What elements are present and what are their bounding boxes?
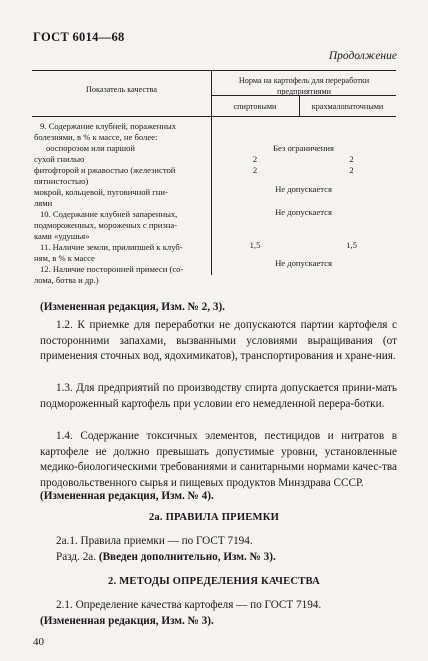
table-row-text: мокрой, кольцевой, пуговичной гни- [34, 187, 168, 197]
table-cell-spirit: 2 [252, 154, 258, 164]
paragraph-1-4-text: 1.4. Содержание токсичных элементов, пестицидов и нитратов в картофеле не должно превышать допустимые уровни, установленные медико-биологическими требованиями и санитарными нормами качес-тва продовольственного сырья и пищевых продуктов Минздрава СССР. [40, 430, 397, 489]
table-row-text: пятнистостью) [34, 176, 89, 186]
table-row-text: 9. Содержание клубней, пораженных [40, 121, 177, 131]
table-header-indicator: Показатель качества [86, 85, 157, 94]
table-header-spirit: спиртовыми [233, 102, 277, 111]
table-header-starch: крахмалопаточными [311, 102, 384, 111]
table-top-rule [32, 70, 396, 71]
table-cell-starch: 1,5 [346, 240, 357, 250]
table-row-text: 11. Наличие земли, прилипшей к клуб- [40, 242, 183, 252]
paragraph-2a-1-text: 2а.1. Правила приемки — по ГОСТ 7194. [56, 535, 253, 547]
table-row-text: ками «удушья» [34, 231, 90, 241]
page-number: 40 [33, 636, 44, 648]
table-row-text: 12. Наличие посторонней примеси (со- [40, 264, 184, 274]
paragraph-1-2 [40, 318, 397, 365]
table-row-text: сухой гнилью [34, 154, 85, 164]
paragraph-1-3-text: 1.3. Для предприятий по производству спирта допускается прини-мать подмороженный картофель при условии его немедленной перера-ботки. [40, 382, 397, 410]
table-row-text: подмороженных, мороженых с призна- [34, 220, 178, 230]
table-row-text: лями [34, 198, 53, 208]
table-cell-spirit: 1,5 [249, 240, 261, 250]
table-header-rule [32, 116, 396, 117]
revision-note: (Измененная редакция, Изм. № 4). [40, 490, 214, 502]
table-cell-merged: Не допускается [275, 184, 332, 194]
table-cell-starch: 2 [349, 165, 354, 175]
razd-prefix: Разд. 2а. [56, 551, 97, 563]
section-heading-2a: 2а. ПРАВИЛА ПРИЕМКИ [148, 512, 280, 523]
revision-note: (Измененная редакция, Изм. № 3). [40, 615, 214, 627]
table-row-text: ооспорозом или паршой [46, 143, 136, 153]
paragraph-2-1-text: 2.1. Определение качества картофеля — по ГОСТ 7194. [56, 599, 322, 611]
paragraph-1-2-text: 1.2. К приемке для переработки не допускаются партии картофеля с посторонними запахами, вызванными условиями выращивания (от применения сточных вод, ядохимикатов), транспортирования и хране-ния. [40, 319, 397, 363]
table-row-text: лома, ботва и др.) [34, 275, 99, 285]
paragraph-2-1 [40, 598, 397, 614]
document-header: ГОСТ 6014—68 [33, 30, 125, 44]
table-cell-merged: Без ограничения [273, 143, 334, 153]
table-cell-merged: Не допускается [275, 258, 332, 268]
table-row-text: ням, в % к массе [34, 253, 95, 263]
table-row-text: 10. Содержание клубней запаренных, [40, 209, 178, 219]
revision-note: (Измененная редакция, Изм. № 2, 3). [40, 301, 225, 313]
table-header-norm: Норма на картофель для переработки предприятиями [238, 76, 370, 96]
table-cell-starch: 2 [349, 154, 354, 164]
section-heading-2: 2. МЕТОДЫ ОПРЕДЕЛЕНИЯ КАЧЕСТВА [108, 576, 320, 587]
table-cell-spirit: 2 [252, 165, 258, 175]
paragraph-1-3 [40, 381, 397, 412]
razd-note [40, 550, 397, 566]
paragraph-1-4 [40, 429, 397, 491]
table-row-text: фитофторой и ржавостью (железистой [34, 165, 176, 175]
paragraph-2a-1 [40, 534, 397, 550]
table-cell-merged: Не допускается [275, 207, 332, 217]
table-row-text: болезнями, в % к массе, не более: [34, 132, 158, 142]
razd-bold-note: (Введен дополнительно, Изм. № 3). [98, 551, 276, 563]
continuation-label: Продолжение [328, 50, 397, 62]
